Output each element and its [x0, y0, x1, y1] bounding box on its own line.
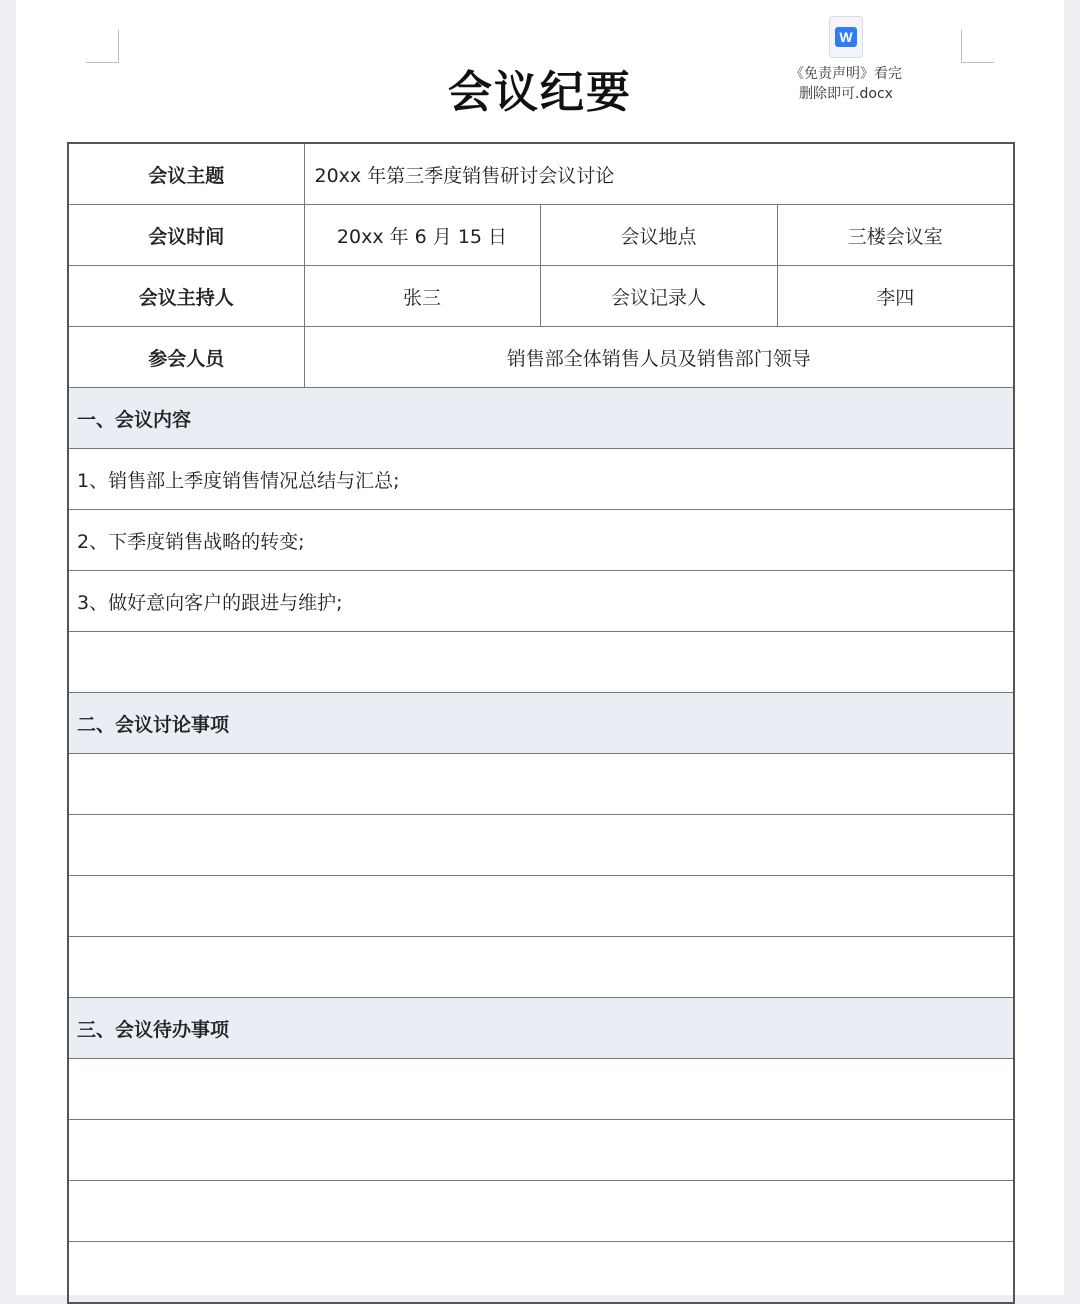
- topic-value: 20xx 年第三季度销售研讨会议讨论: [304, 143, 1014, 205]
- content-item-3: 3、做好意向客户的跟进与维护;: [68, 571, 1014, 632]
- attendees-label: 参会人员: [68, 327, 304, 388]
- section-heading-content: 一、会议内容: [68, 388, 1014, 449]
- place-label: 会议地点: [540, 205, 777, 266]
- table-row: [68, 266, 1014, 327]
- table-row: [68, 1059, 1014, 1120]
- time-value: 20xx 年 6 月 15 日: [304, 205, 540, 266]
- section-header-row: [68, 998, 1014, 1059]
- word-doc-icon: W: [829, 16, 863, 58]
- todo-item-4: [68, 1242, 1014, 1304]
- table-row: [68, 571, 1014, 632]
- discussion-item-1: [68, 754, 1014, 815]
- table-row: [68, 876, 1014, 937]
- table-row: [68, 937, 1014, 998]
- file-attachment-badge[interactable]: [776, 16, 916, 104]
- section-header-row: [68, 693, 1014, 754]
- table-row: [68, 632, 1014, 693]
- table-row: [68, 510, 1014, 571]
- meeting-minutes-table: [67, 142, 1015, 1304]
- table-row: [68, 449, 1014, 510]
- discussion-item-3: [68, 876, 1014, 937]
- content-item-blank: [68, 632, 1014, 693]
- document-title: 会议纪要: [448, 67, 632, 118]
- content-item-2: 2、下季度销售战略的转变;: [68, 510, 1014, 571]
- table-row: [68, 327, 1014, 388]
- attendees-value: 销售部全体销售人员及销售部门领导: [304, 327, 1014, 388]
- table-row: [68, 815, 1014, 876]
- host-label: 会议主持人: [68, 266, 304, 327]
- place-value: 三楼会议室: [777, 205, 1014, 266]
- section-heading-discussion: 二、会议讨论事项: [68, 693, 1014, 754]
- todo-item-2: [68, 1120, 1014, 1181]
- table-row: [68, 205, 1014, 266]
- section-header-row: [68, 388, 1014, 449]
- file-name-line-2: 删除即可.docx: [799, 86, 893, 102]
- recorder-value: 李四: [777, 266, 1014, 327]
- section-heading-todo: 三、会议待办事项: [68, 998, 1014, 1059]
- table-row: [68, 143, 1014, 205]
- table-row: [68, 1242, 1014, 1304]
- time-label: 会议时间: [68, 205, 304, 266]
- todo-item-1: [68, 1059, 1014, 1120]
- table-row: [68, 1181, 1014, 1242]
- discussion-item-2: [68, 815, 1014, 876]
- content-item-1: 1、销售部上季度销售情况总结与汇总;: [68, 449, 1014, 510]
- topic-label: 会议主题: [68, 143, 304, 205]
- host-value: 张三: [304, 266, 540, 327]
- todo-item-3: [68, 1181, 1014, 1242]
- table-row: [68, 1120, 1014, 1181]
- table-row: [68, 754, 1014, 815]
- file-name-line-1: 《免责声明》看完: [790, 66, 902, 82]
- recorder-label: 会议记录人: [540, 266, 777, 327]
- discussion-item-4: [68, 937, 1014, 998]
